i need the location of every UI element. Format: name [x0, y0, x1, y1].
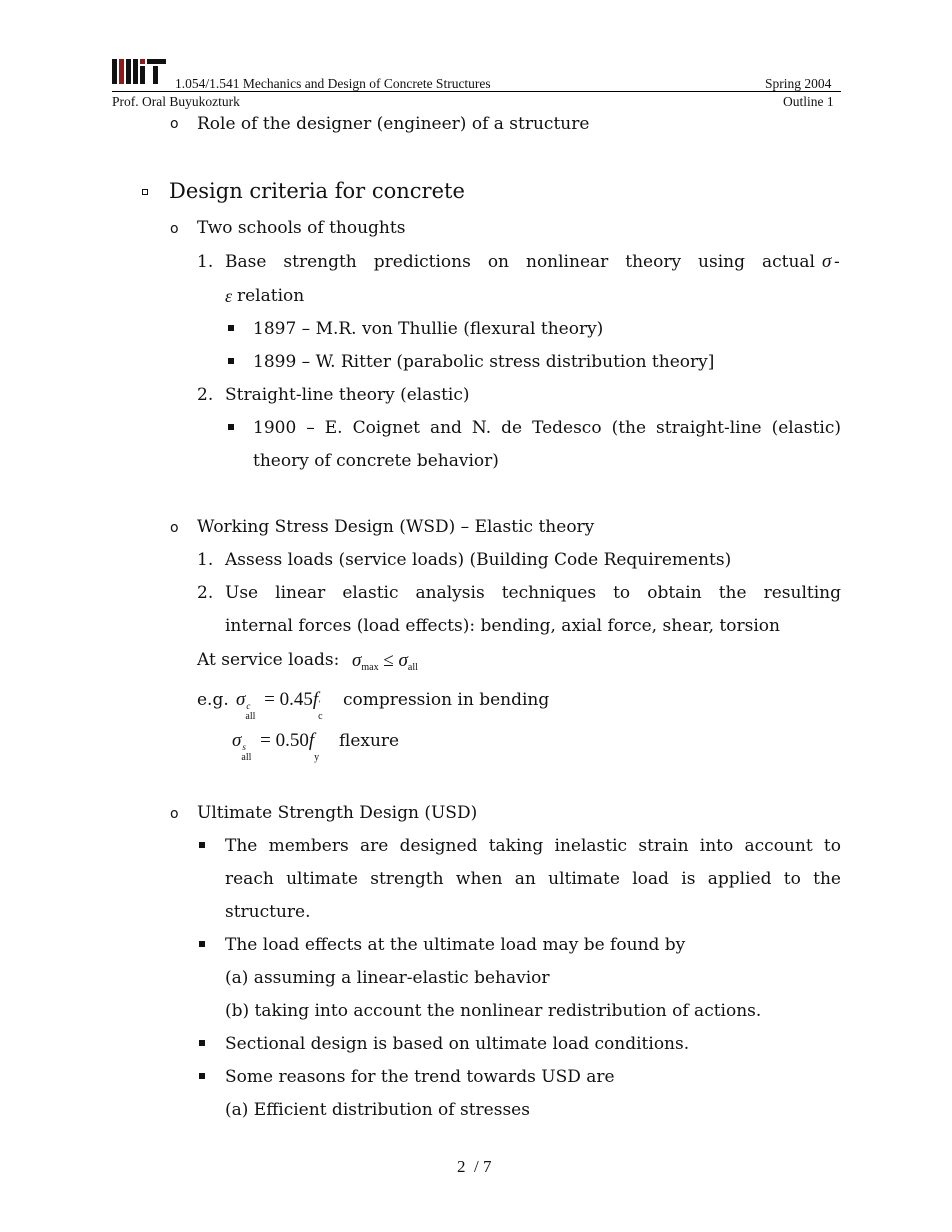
school1-number: 1. — [197, 252, 214, 272]
usd-b3: Sectional design is based on ultimate load conditions. — [225, 1034, 690, 1054]
square-bullet-icon — [199, 1073, 205, 1079]
wsd-item2-line2: internal forces (load effects): bending, axial force, shear, torsion — [225, 616, 780, 636]
usd-b1-line3: structure. — [225, 902, 311, 922]
wsd-item2-line1: Use linear elastic analysis techniques to obtain the resulting — [225, 583, 841, 603]
square-bullet-icon — [228, 358, 234, 364]
header-rule — [112, 91, 841, 92]
square-bullet-icon — [199, 941, 205, 947]
wsd-title: Working Stress Design (WSD) – Elastic theory — [197, 517, 595, 537]
service-loads-label: At service loads: — [197, 650, 340, 670]
square-bullet-icon — [228, 325, 234, 331]
sigma-symbol: σ — [822, 251, 832, 272]
flexure-desc: flexure — [339, 731, 400, 751]
schools-title: Two schools of thoughts — [197, 218, 406, 238]
school2-title: Straight-line theory (elastic) — [225, 385, 470, 405]
outline-label: Outline 1 — [783, 94, 834, 109]
circle-bullet-icon: o — [170, 116, 179, 132]
usd-b4: Some reasons for the trend towards USD are — [225, 1067, 615, 1087]
square-bullet-icon — [199, 842, 205, 848]
professor: Prof. Oral Buyukozturk — [112, 94, 240, 109]
square-bullet-icon — [199, 1040, 205, 1046]
school2-number: 2. — [197, 385, 214, 405]
usd-b4-a: (a) Efficient distribution of stresses — [225, 1100, 530, 1120]
compression-desc: compression in bending — [343, 690, 550, 710]
usd-b2-a: (a) assuming a linear-elastic behavior — [225, 968, 550, 988]
section-title: Design criteria for concrete — [169, 179, 465, 203]
hollow-square-bullet-icon — [142, 189, 148, 195]
wsd-item1: Assess loads (service loads) (Building Code Requirements) — [225, 550, 732, 570]
school1-line1: Base strength predictions on nonlinear theory using actual — [225, 252, 815, 272]
square-bullet-icon — [228, 424, 234, 430]
circle-bullet-icon: o — [170, 520, 179, 536]
mit-logo — [112, 57, 166, 89]
school2-bullet1-line1: 1900 – E. Coignet and N. de Tedesco (the straight-line (elastic) — [253, 418, 841, 438]
eg-label: e.g. — [197, 690, 229, 710]
school2-bullet1-line2: theory of concrete behavior) — [253, 451, 499, 471]
wsd-item2-number: 2. — [197, 583, 214, 603]
mit-logo-graphic — [112, 57, 166, 85]
epsilon-symbol: ε — [225, 286, 233, 306]
usd-b1-line1: The members are designed taking inelastic strain into account to — [225, 836, 841, 856]
circle-bullet-icon: o — [170, 221, 179, 237]
circle-bullet-icon: o — [170, 806, 179, 822]
usd-b1-line2: reach ultimate strength when an ultimate load is applied to the — [225, 869, 841, 889]
dash: - — [834, 252, 840, 272]
equation-flexure: σ s all = 0.50f y — [232, 730, 320, 763]
school1-bullet1: 1897 – M.R. von Thullie (flexural theory) — [253, 319, 604, 339]
usd-b2: The load effects at the ultimate load may be found by — [225, 935, 686, 955]
role-item: Role of the designer (engineer) of a structure — [197, 114, 590, 134]
equation-service-loads: $\sigma_{max} \le \sigma_{all}$ — [352, 650, 418, 673]
course-title: 1.054/1.541 Mechanics and Design of Concrete Structures — [175, 76, 491, 91]
school1-bullet2: 1899 – W. Ritter (parabolic stress distribution theory] — [253, 352, 715, 372]
term: Spring 2004 — [765, 76, 832, 91]
usd-b2-b: (b) taking into account the nonlinear redistribution of actions. — [225, 1001, 762, 1021]
wsd-item1-number: 1. — [197, 550, 214, 570]
usd-title: Ultimate Strength Design (USD) — [197, 803, 478, 823]
school1-line2: relation — [237, 286, 305, 306]
equation-compression: σ c all = 0.45f ' c — [236, 689, 323, 722]
page-number: 2 / 7 — [457, 1157, 492, 1176]
